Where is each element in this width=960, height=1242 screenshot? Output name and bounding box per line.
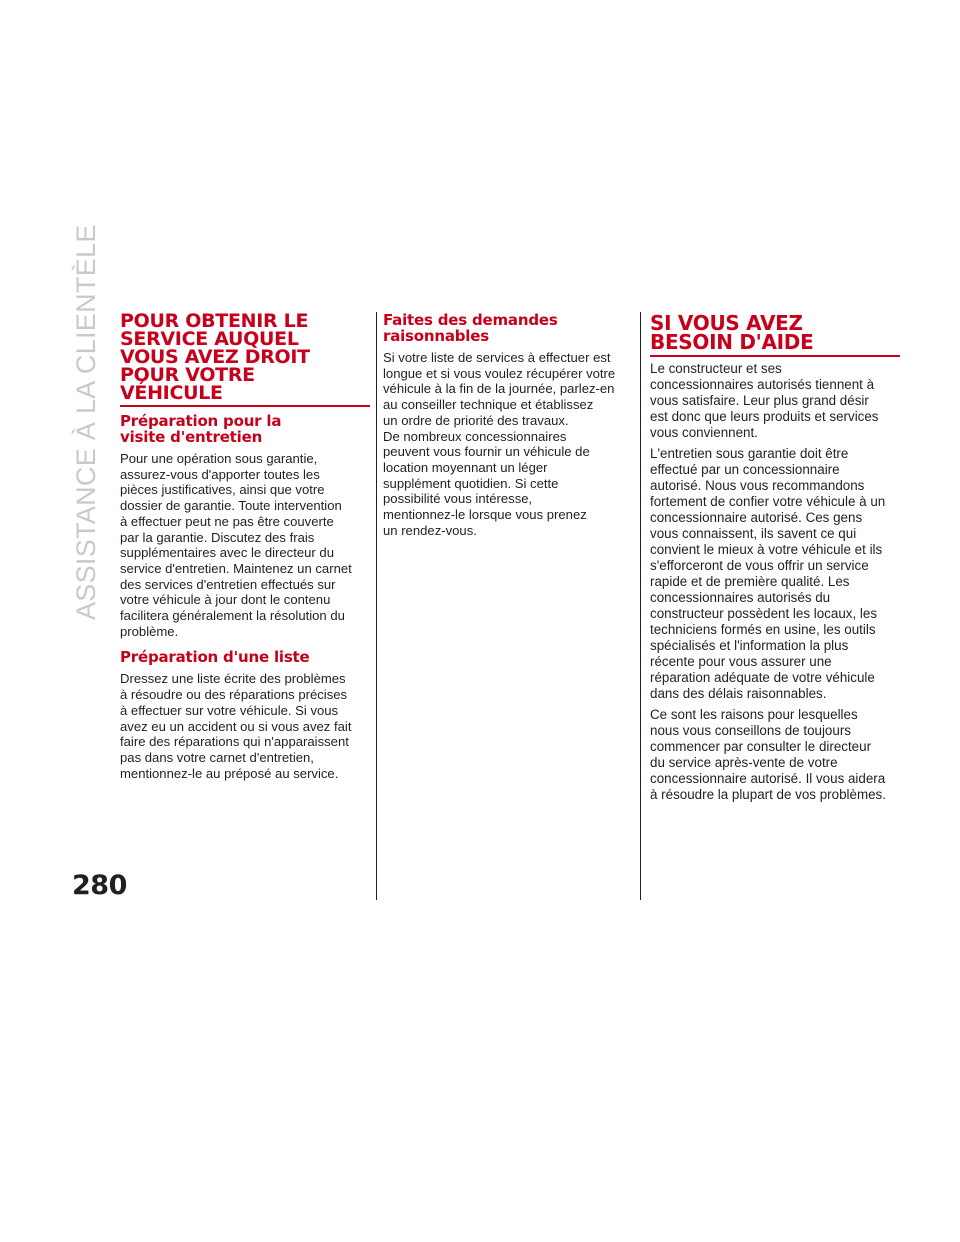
paragraph-reasonable-requests: Si votre liste de services à effectuer est longue et si vous voulez récupérer votre véhicule à la fin de la journée, parlez-en au conseiller technique et établissez un ordre de priorité des travaux. De nombreux concessionnaires peuvent vous fournir un véhicule de location moyennant un léger supplément quotidien. Si cette possibilité vous intéresse, mentionnez-le lorsque vous prenez un rendez-vous.	[383, 350, 616, 538]
paragraph-help-1: Le constructeur et ses concessionnaires autorisés tiennent à vous satisfaire. Leur plus grand désir est donc que leurs produits et services vous conviennent.	[650, 361, 879, 440]
column-3	[650, 311, 900, 808]
column-divider	[376, 312, 377, 900]
column-divider	[640, 312, 641, 900]
paragraph-visit-preparation: Pour une opération sous garantie, assurez-vous d'apporter toutes les pièces justificatives, ainsi que votre dossier de garantie. Toute intervention à effectuer peut ne pas être couverte par la garantie. Discutez des frais supplémentaires avec le directeur du service d'entretien. Maintenez un carnet des services d'entretien effectués sur votre véhicule à jour dont le contenu facilitera généralement la résolution du problème.	[120, 451, 352, 639]
paragraph-list-preparation: Dressez une liste écrite des problèmes à résoudre ou des réparations précises à effectuer sur votre véhicule. Si vous avez eu un accident ou si vous avez fait faire des réparations qui n'apparaissent pas dans votre carnet d'entretien, mentionnez-le au préposé au service.	[120, 671, 352, 781]
section-title-help: SI VOUS AVEZ BESOIN D'AIDE	[650, 314, 900, 357]
subheading-visit-preparation: Préparation pour la visite d'entretien	[120, 412, 282, 446]
subheading-list-preparation: Préparation d'une liste	[120, 648, 310, 667]
paragraph-help-2: L'entretien sous garantie doit être effectué par un concessionnaire autorisé. Nous vous recommandons fortement de confier votre véhicule à un concessionnaire autorisé. Ces gens vous connaissent, ils savent ce qui convient le mieux à votre véhicule et ils s'efforceront de vous offrir un service rapide et de première qualité. Les concessionnaires autorisés du constructeur possèdent les locaux, les techniciens formés en usine, les outils spécialisés et l'information la plus récente pour vous assurer une réparation adéquate de votre véhicule dans des délais raisonnables.	[650, 446, 886, 701]
chapter-side-label-text: ASSISTANCE À LA CLIENTÈLE	[71, 224, 101, 620]
column-2	[383, 312, 633, 543]
column-1	[120, 312, 370, 786]
section-title-service: POUR OBTENIR LE SERVICE AUQUEL VOUS AVEZ DROIT POUR VOTRE VÉHICULE	[120, 312, 370, 407]
subheading-reasonable-requests: Faites des demandes raisonnables	[383, 311, 558, 345]
page-number: 280	[72, 870, 127, 901]
paragraph-help-3: Ce sont les raisons pour lesquelles nous vous conseillons de toujours commencer par consulter le directeur du service après-vente de votre concessionnaire autorisé. Il vous aidera à résoudre la plupart de vos problèmes.	[650, 707, 886, 802]
